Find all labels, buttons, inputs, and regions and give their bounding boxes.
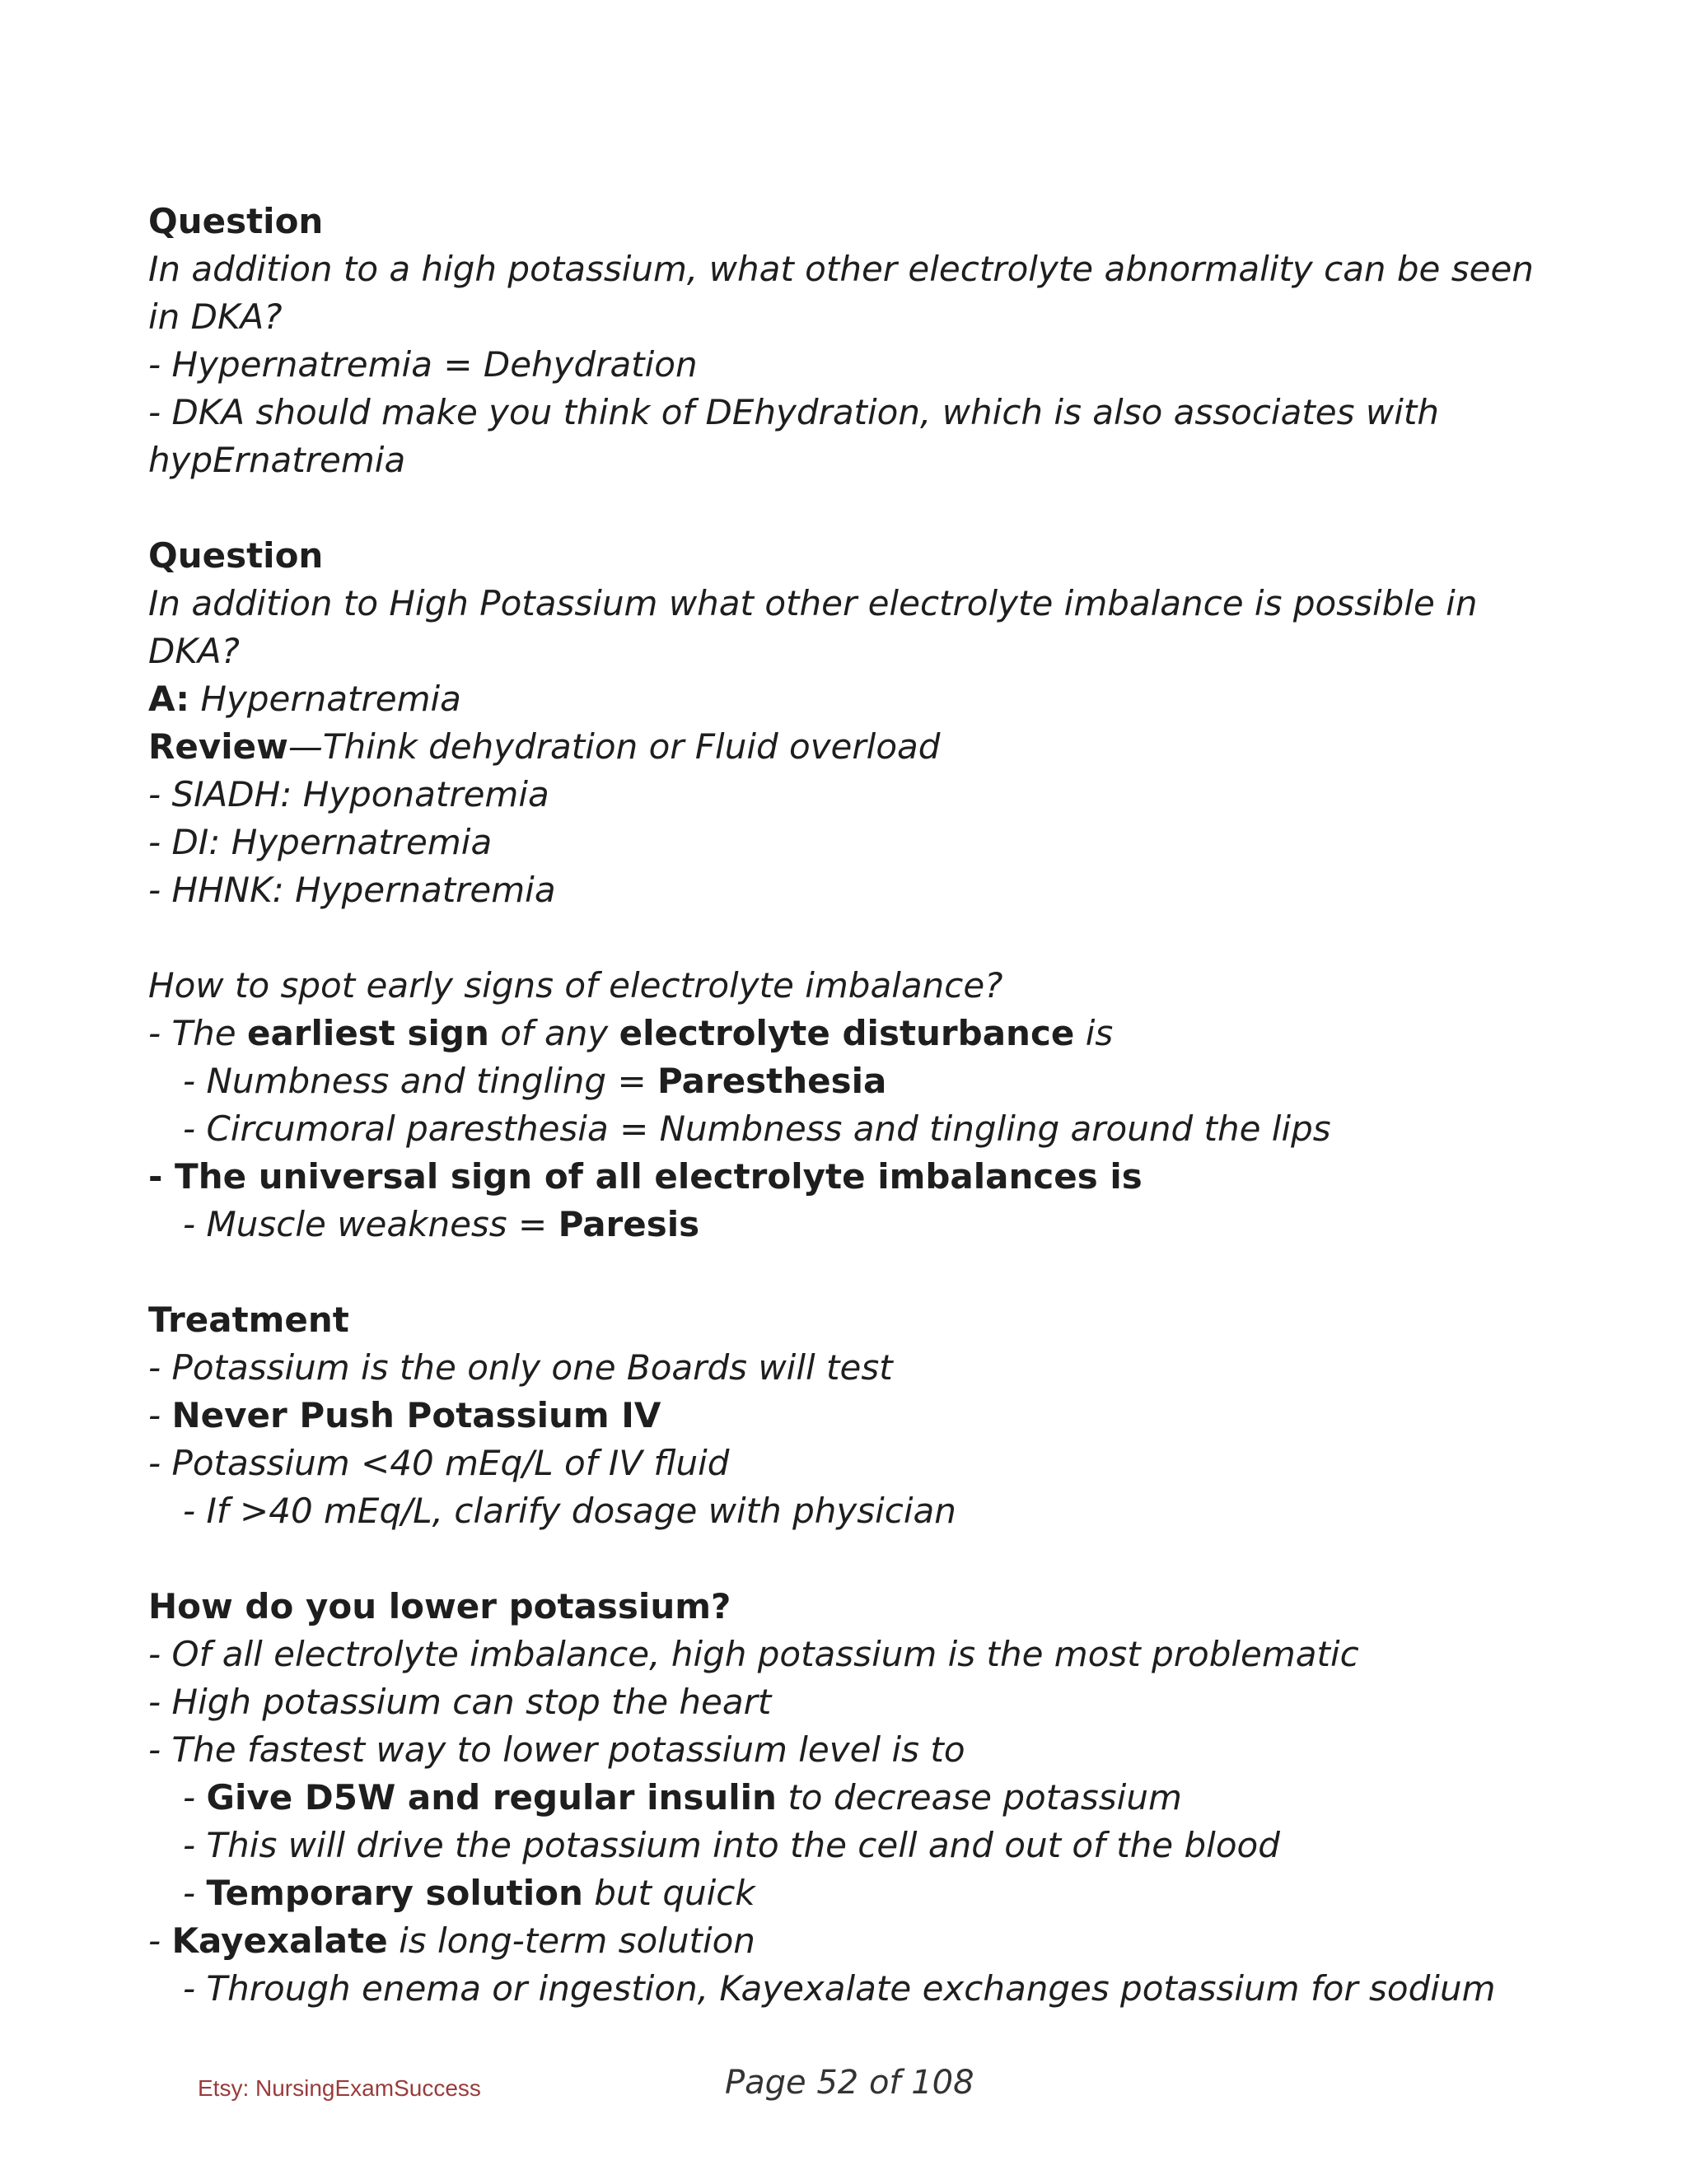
- section-heading: [148, 532, 1565, 580]
- text-segment: to decrease potassium: [776, 1777, 1182, 1818]
- note-line: [148, 1440, 1565, 1487]
- note-section: [148, 532, 1565, 914]
- note-section: [148, 1296, 1565, 1535]
- note-line: [148, 1153, 1565, 1201]
- text-segment: - Muscle weakness =: [183, 1204, 558, 1244]
- text-segment: -: [148, 1395, 172, 1435]
- text-segment: - Numbness and tingling =: [183, 1061, 657, 1101]
- text-segment: —Think dehydration or Fluid overload: [287, 726, 941, 767]
- note-line: [148, 1631, 1565, 1678]
- note-line: [148, 723, 1565, 771]
- bold-text: Paresthesia: [657, 1061, 887, 1101]
- note-line: [148, 341, 1565, 389]
- note-line: [148, 580, 1565, 675]
- text-segment: of any: [488, 1013, 619, 1053]
- bold-text: Question: [148, 201, 324, 241]
- note-line: [148, 866, 1565, 914]
- text-segment: - HHNK: Hypernatremia: [148, 870, 556, 910]
- text-segment: - This will drive the potassium into the cell and out of the blood: [183, 1825, 1280, 1865]
- note-line: [148, 1917, 1565, 1965]
- section-heading: [148, 198, 1565, 245]
- bold-text: Review: [148, 726, 288, 767]
- note-line: [148, 1392, 1565, 1440]
- section-heading: [148, 1296, 1565, 1344]
- bold-text: How do you lower potassium?: [148, 1586, 731, 1626]
- bold-text: Treatment: [148, 1300, 349, 1340]
- document-body: [148, 198, 1565, 2013]
- text-segment: In addition to a high potassium, what other electrolyte abnormality can be seen in DKA?: [148, 249, 1545, 337]
- note-line: [148, 819, 1565, 866]
- note-line: [148, 1057, 1565, 1105]
- note-line: [148, 1010, 1565, 1057]
- text-segment: How to spot early signs of electrolyte imbalance?: [148, 965, 1003, 1006]
- text-segment: -: [183, 1777, 207, 1818]
- text-segment: - If >40 mEq/L, clarify dosage with physician: [183, 1491, 956, 1531]
- bold-text: Kayexalate: [171, 1920, 388, 1961]
- note-line: [148, 1869, 1565, 1917]
- footer-etsy-credit: Etsy: NursingExamSuccess: [198, 2075, 481, 2101]
- note-section: [148, 962, 1565, 1248]
- note-line: [148, 245, 1565, 341]
- text-segment: In addition to High Potassium what other electrolyte imbalance is possible in DKA?: [148, 583, 1488, 671]
- bold-text: A:: [148, 679, 190, 719]
- note-line: [148, 1344, 1565, 1392]
- bold-text: Question: [148, 535, 324, 576]
- bold-text: electrolyte disturbance: [619, 1013, 1075, 1053]
- note-line: [148, 962, 1565, 1010]
- note-section: [148, 198, 1565, 484]
- text-segment: - Potassium <40 mEq/L of IV fluid: [148, 1443, 730, 1483]
- text-segment: is long-term solution: [387, 1920, 755, 1961]
- text-segment: - SIADH: Hyponatremia: [148, 774, 549, 814]
- note-section: [148, 1583, 1565, 2013]
- text-segment: - High potassium can stop the heart: [148, 1682, 772, 1722]
- text-segment: - The fastest way to lower potassium level is to: [148, 1729, 965, 1770]
- text-segment: - Hypernatremia = Dehydration: [148, 344, 698, 385]
- text-segment: - Through enema or ingestion, Kayexalate exchanges potassium for sodium: [183, 1968, 1496, 2009]
- text-segment: -: [183, 1873, 207, 1913]
- note-line: [148, 675, 1565, 723]
- bold-text: Temporary solution: [206, 1873, 583, 1913]
- note-line: [148, 1105, 1565, 1153]
- note-line: [148, 1201, 1565, 1248]
- text-segment: - Potassium is the only one Boards will test: [148, 1347, 893, 1388]
- page-number: Page 52 of 108: [725, 2064, 974, 2102]
- note-line: [148, 1487, 1565, 1535]
- note-line: [148, 1965, 1565, 2013]
- bold-text: Give D5W and regular insulin: [206, 1777, 777, 1818]
- bold-text: earliest sign: [246, 1013, 489, 1053]
- text-segment: but quick: [582, 1873, 755, 1913]
- text-segment: - The: [148, 1013, 247, 1053]
- text-segment: Hypernatremia: [189, 679, 461, 719]
- text-segment: - DI: Hypernatremia: [148, 822, 493, 862]
- text-segment: - Circumoral paresthesia = Numbness and tingling around the lips: [183, 1108, 1331, 1149]
- text-segment: -: [148, 1920, 172, 1961]
- bold-text: Never Push Potassium IV: [171, 1395, 661, 1435]
- note-line: [148, 1822, 1565, 1869]
- note-line: [148, 1678, 1565, 1726]
- note-line: [148, 1726, 1565, 1774]
- note-line: [148, 389, 1565, 484]
- note-line: [148, 1774, 1565, 1822]
- bold-text: - The universal sign of all electrolyte imbalances is: [148, 1156, 1143, 1197]
- text-segment: is: [1074, 1013, 1114, 1053]
- note-line: [148, 771, 1565, 819]
- text-segment: - Of all electrolyte imbalance, high potassium is the most problematic: [148, 1634, 1359, 1674]
- section-heading: [148, 1583, 1565, 1631]
- text-segment: - DKA should make you think of DEhydration, which is also associates with hypErnatremia: [148, 392, 1451, 480]
- bold-text: Paresis: [558, 1204, 700, 1244]
